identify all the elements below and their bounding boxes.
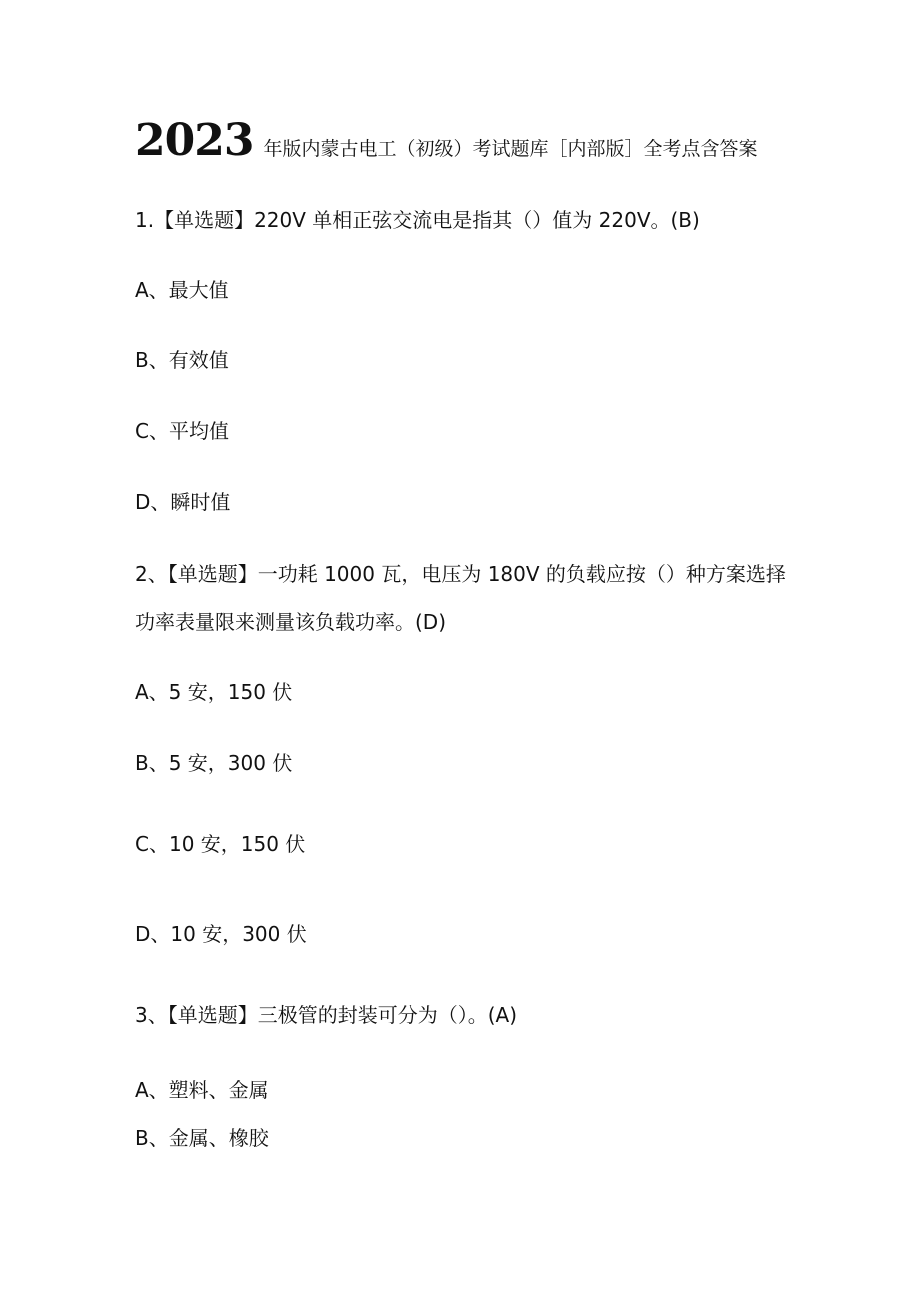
question-1-option-a: A、最大值 [135, 278, 229, 302]
question-1-option-b: B、有效值 [135, 348, 229, 372]
question-2-option-c: C、10 安，150 伏 [135, 832, 306, 856]
title-text: 年版内蒙古电工（初级）考试题库［内部版］全考点含答案 [263, 138, 758, 160]
question-2-option-d: D、10 安，300 伏 [135, 922, 307, 946]
question-1-option-c: C、平均值 [135, 419, 229, 443]
title-year: 2023 [135, 115, 254, 166]
question-2-option-b: B、5 安，300 伏 [135, 751, 293, 775]
question-1-option-d: D、瞬时值 [135, 490, 231, 514]
document-title [135, 116, 757, 174]
question-2-stem-line-2: 功率表量限来测量该负载功率。(D) [135, 610, 447, 634]
question-2-option-a: A、5 安，150 伏 [135, 680, 293, 704]
question-3-stem: 3、【单选题】三极管的封装可分为（）。(A) [135, 1003, 518, 1027]
question-3-option-b: B、金属、橡胶 [135, 1126, 269, 1150]
question-1-stem: 1.【单选题】220V 单相正弦交流电是指其（）值为 220V。(B) [135, 208, 700, 232]
question-2-stem-line-1: 2、【单选题】一功耗 1000 瓦，电压为 180V 的负载应按（）种方案选择 [135, 562, 786, 586]
question-3-option-a: A、塑料、金属 [135, 1078, 269, 1102]
